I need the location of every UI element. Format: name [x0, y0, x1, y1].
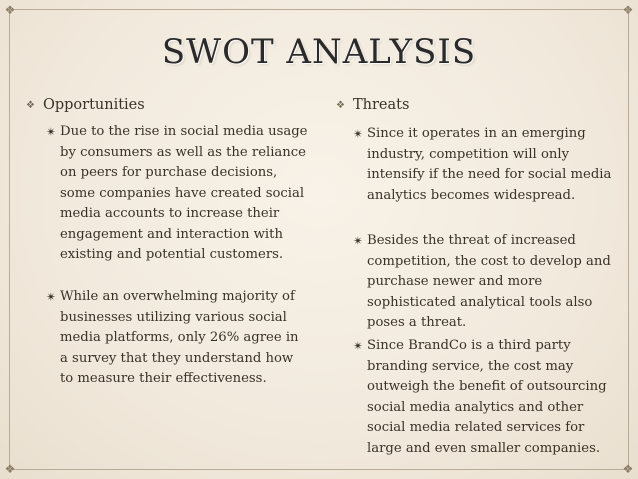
slide-title: SWOT ANALYSIS — [161, 32, 477, 72]
threat-item — [353, 231, 622, 334]
diamond-bullet-icon: ❖ — [336, 99, 345, 111]
threats-heading-label: Threats — [352, 97, 410, 113]
opportunity-item-text: While an overwhelming majority of businesses utilizing various social media platforms, only 26% agree in a survey that they understand how to measure their effectiveness. — [60, 289, 299, 386]
corner-ornament-icon: ❖ — [4, 462, 16, 476]
opportunity-item — [46, 122, 310, 266]
threat-item — [353, 124, 622, 206]
star-bullet-icon: ✴ — [353, 234, 364, 248]
threats-heading — [336, 97, 409, 113]
threat-item-text: Besides the threat of increased competition, the cost to develop and purchase newer and more sophisticated analytical tools also poses a threat. — [367, 233, 611, 330]
corner-ornament-icon: ❖ — [4, 3, 16, 17]
star-bullet-icon: ✴ — [46, 290, 57, 304]
opportunity-item — [46, 287, 310, 390]
opportunities-heading-label: Opportunities — [42, 97, 145, 113]
threat-item-text: Since it operates in an emerging industry, competition will only intensify if the need for social media analytics becomes widespread. — [367, 126, 612, 203]
star-bullet-icon: ✴ — [353, 339, 364, 353]
corner-ornament-icon: ❖ — [622, 3, 634, 17]
diamond-bullet-icon: ❖ — [26, 99, 35, 111]
star-bullet-icon: ✴ — [353, 127, 364, 141]
corner-ornament-icon: ❖ — [622, 462, 634, 476]
opportunities-heading — [26, 97, 145, 113]
star-bullet-icon: ✴ — [46, 125, 57, 139]
opportunity-item-text: Due to the rise in social media usage by consumers as well as the reliance on peers for purchase decisions, some companies have created social media accounts to increase their engagement and interaction with existing and potential customers. — [60, 124, 308, 262]
threat-item-text: Since BrandCo is a third party branding service, the cost may outweigh the benefit of outsourcing social media analytics and other social media related services for large and even smaller companies. — [367, 338, 607, 456]
threat-item — [353, 336, 622, 459]
